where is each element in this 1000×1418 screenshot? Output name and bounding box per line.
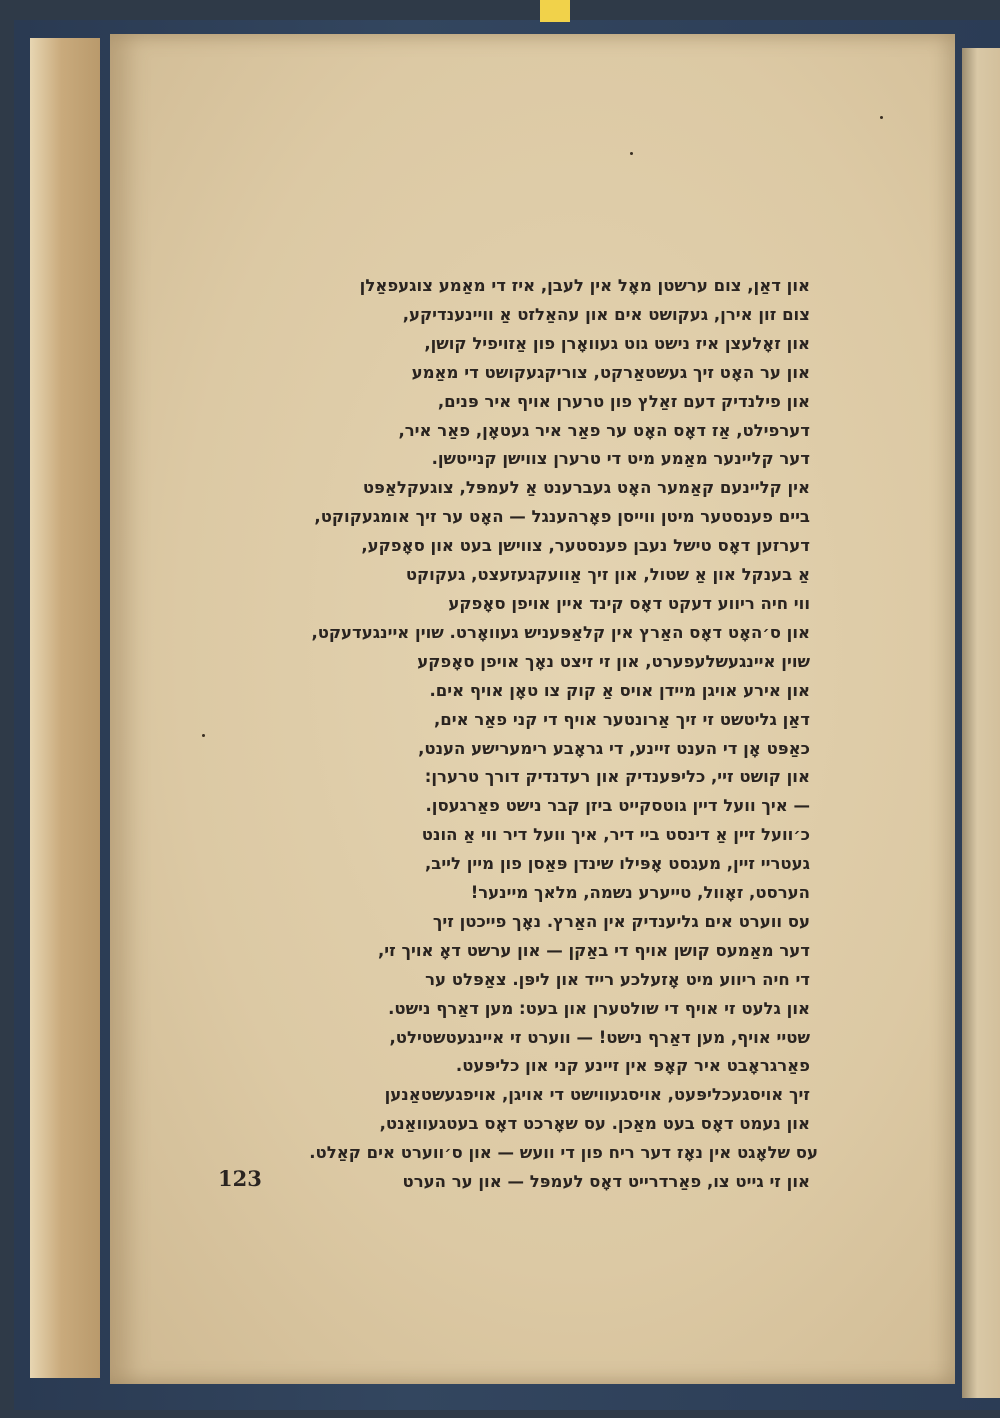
page-number: 123 <box>218 1166 262 1191</box>
text-line: זיך אויסגעכליפּעט, אויסגעווישט די אויגן, אויפגעשטאַנען <box>384 1085 810 1105</box>
text-line: און אירע אויגן מיידן אויס אַ קוק צו טאָן אויף אים. <box>429 680 810 700</box>
text-line: דער קליינער מאַמע מיט די טרערן צווישן קנייטשן. <box>431 449 810 469</box>
text-line: און נעמט דאָס בעט מאַכן. עס שאָרכט דאָס בעטגעוואַנט, <box>379 1114 810 1134</box>
text-line: כ׳וועל זיין אַ דינסט ביי דיר, איך וועל דיר ווי אַ הונט <box>421 825 810 845</box>
text-line: עס ווערט אים גליענדיק אין האַרץ. נאָך פייכטן זיך <box>432 911 810 931</box>
text-line: און ס׳האָט דאָס האַרץ אין קלאַפּעניש געוואָרט. שוין איינגעדעקט, <box>311 622 810 642</box>
text-line: אַ בענקל און אַ שטול, און זיך אַוועקגעזעצט, געקוקט <box>405 565 810 585</box>
text-line: און זי גייט צו, פאַרדרייט דאָס לעמפּל — און ער הערט <box>402 1172 810 1192</box>
text-line: כאַפּט אָן די הענט זיינע, די גראָבע רימערישע הענט, <box>418 738 810 758</box>
text-line: געטריי זיין, מעגסט אָפּילו שינדן פּאַסן פון מיין לייב, <box>424 854 810 874</box>
text-line: און ער האָט זיך געשטאַרקט, צוריקגעקושט די מאַמע <box>411 362 810 382</box>
text-line: און פילנדיק דעם זאַלץ פון טרערן אויף איר פּנים, <box>437 391 810 411</box>
text-line: — איך וועל דיין גוטסקייט ביזן קבר נישט פאַרגעסן. <box>425 796 810 816</box>
text-line: צום זון אירן, געקושט אים און עהאַלזט אַ וויינענדיקע, <box>402 304 810 324</box>
text-line: דערזען דאָס טישל נעבן פענסטער, צווישן בעט און סאָפקע, <box>361 536 810 556</box>
text-line: דאַן גליטשט זי זיך אַרונטער אויף די קני פאַר אים, <box>433 709 810 729</box>
text-line: דערפילט, אַז דאָס האָט ער פאַר איר געטאָן, פאַר איר, <box>398 420 810 440</box>
paper-speck <box>880 116 883 119</box>
text-line: פאַרגראָבט איר קאָפּ אין זיינע קני און כליפּעט. <box>455 1056 810 1076</box>
text-line: און דאַן, צום ערשטן מאָל אין לעבן, איז די מאַמע צוגעפאַלן <box>359 276 810 295</box>
text-line: ווי חיה ריווע דעקט דאָס קינד איין אויפן סאָפקע <box>448 593 810 613</box>
text-line: אין קליינעם קאַמער האָט געברענט אַ לעמפּל, צוגעקלאַפּט <box>362 478 810 498</box>
left-endpaper <box>30 38 100 1378</box>
text-line: עס שלאָגט אין נאָז דער ריח פון די וועש — און ס׳ווערט אים קאַלט. <box>309 1143 818 1163</box>
text-line: דער מאַמעס קושן אויף די באַקן — און ערשט דאָ אויך זי, <box>377 940 810 960</box>
text-line: און זאָלעצן איז נישט גוט געוואָרן פון אַזויפיל קושן, <box>424 333 810 353</box>
paper-speck <box>630 152 633 155</box>
text-line: און קושט זיי, כליפּענדיק און רעדנדיק דורך טרערן: <box>424 767 810 787</box>
text-line: און גלעט זי אויף די שולטערן און בעט: מען דאַרף נישט. <box>388 998 810 1018</box>
text-line: שוין איינגעשלעפערט, און זי זיצט נאָך אויפן סאָפקע <box>417 651 810 671</box>
scanner-color-strip <box>540 0 570 22</box>
text-line: ביים פענסטער מיטן ווייסן פאָרהענגל — האָט ער זיך אומגעקוקט, <box>314 507 810 527</box>
text-line: שטיי אויף, מען דאַרף נישט! — ווערט זי איינגעטשטילט, <box>389 1027 810 1047</box>
text-line: די חיה ריווע מיט אָזעלכע רייד און ליפּן. צאַפּלט ער <box>425 969 810 989</box>
next-page-edge <box>962 48 1000 1398</box>
yiddish-text-body <box>170 272 818 1197</box>
text-line: הערסט, זאָוול, טייערע נשמה, מלאך מיינער! <box>470 883 810 903</box>
